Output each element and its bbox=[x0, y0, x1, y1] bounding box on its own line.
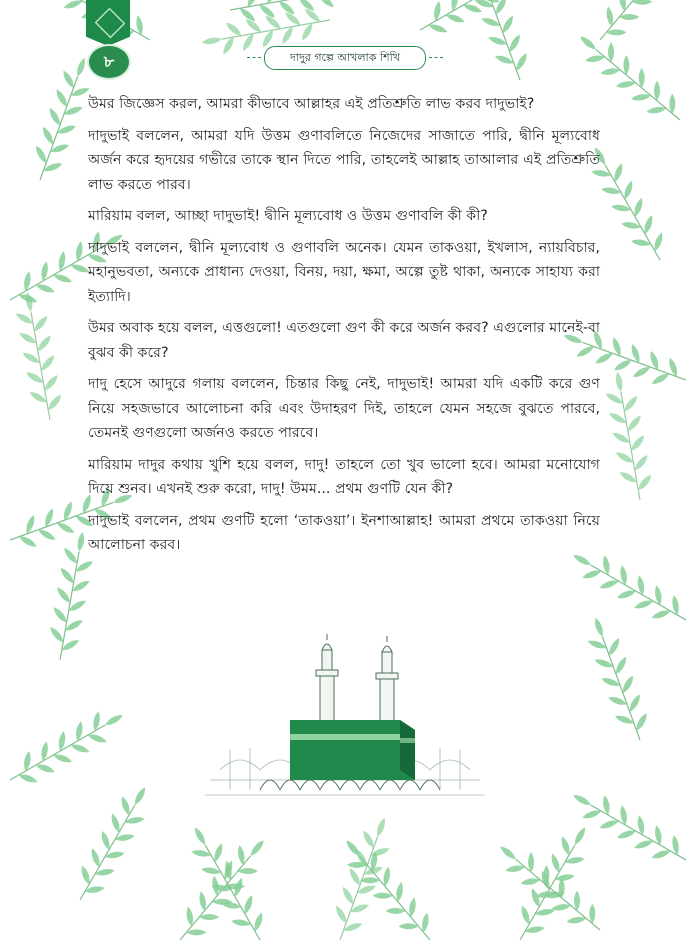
paragraph: দাদুভাই বললেন, দ্বীনি মূল্যবোধ ও গুণাবলি অনেক। যেমন তাকওয়া, ইখলাস, ন্যায়বিচার, মহানুভবতা, অন্যকে প্রাধান্য দেওয়া, বিনয়, দয়া, ক্ষমা, অল্পে তুষ্ট থাকা, অন্যকে সাহায্য করা ইত্যাদি। bbox=[88, 239, 600, 305]
corner-ornament-icon bbox=[86, 0, 130, 46]
paragraph: মারিয়াম বলল, আচ্ছা দাদুভাই! দ্বীনি মূল্যবোধ ও উত্তম গুণাবলি কী কী? bbox=[88, 208, 488, 224]
paragraph: মারিয়াম দাদুর কথায় খুশি হয়ে বলল, দাদু! তাহলে তো খুব ভালো হবে। আমরা মনোযোগ দিয়ে শুনব। এখনই শুরু করো, দাদু! উমম... প্রথম গুণটি যেন কী? bbox=[88, 456, 600, 497]
page-number: ৮ bbox=[87, 44, 131, 80]
paragraph: উমর জিজ্ঞেস করল, আমরা কীভাবে আল্লাহর এই প্রতিশ্রুতি লাভ করব দাদুভাই? bbox=[88, 96, 535, 112]
paragraph: দাদুভাই বললেন, প্রথম গুণটি হলো ‘তাকওয়া’। ইনশাআল্লাহ! আমরা প্রথমে তাকওয়া নিয়ে আলোচনা করব। bbox=[88, 512, 600, 553]
paragraph: উমর অবাক হয়ে বলল, এত্তগুলো! এতগুলো গুণ কী করে অর্জন করব? এগুলোর মানেই-বা বুঝব কী করে? bbox=[88, 320, 600, 361]
paragraph: দাদুভাই বললেন, আমরা যদি উত্তম গুণাবলিতে নিজেদের সাজাতে পারি, দ্বীনি মূল্যবোধ অর্জন করে হৃদয়ের গভীরে তাকে স্থান দিতে পারি, তাহলেই আল্লাহ তাআলার এই প্রতিশ্রুতি লাভ করতে পারব। bbox=[88, 127, 600, 193]
kaaba-illustration bbox=[200, 630, 490, 810]
story-text bbox=[88, 92, 600, 565]
running-header: দাদুর গল্পে আখলাক শিখি bbox=[264, 46, 426, 70]
paragraph: দাদু হেসে আদুরে গলায় বললেন, চিন্তার কিছু নেই, দাদুভাই! আমরা যদি একটি করে গুণ নিয়ে সহজভাবে আলোচনা করি এবং উদাহরণ দিই, তাহলে যেমন সহজে বুঝতে পারবে, তেমনই গুণগুলো অর্জনও করতে পারবে। bbox=[88, 376, 600, 441]
